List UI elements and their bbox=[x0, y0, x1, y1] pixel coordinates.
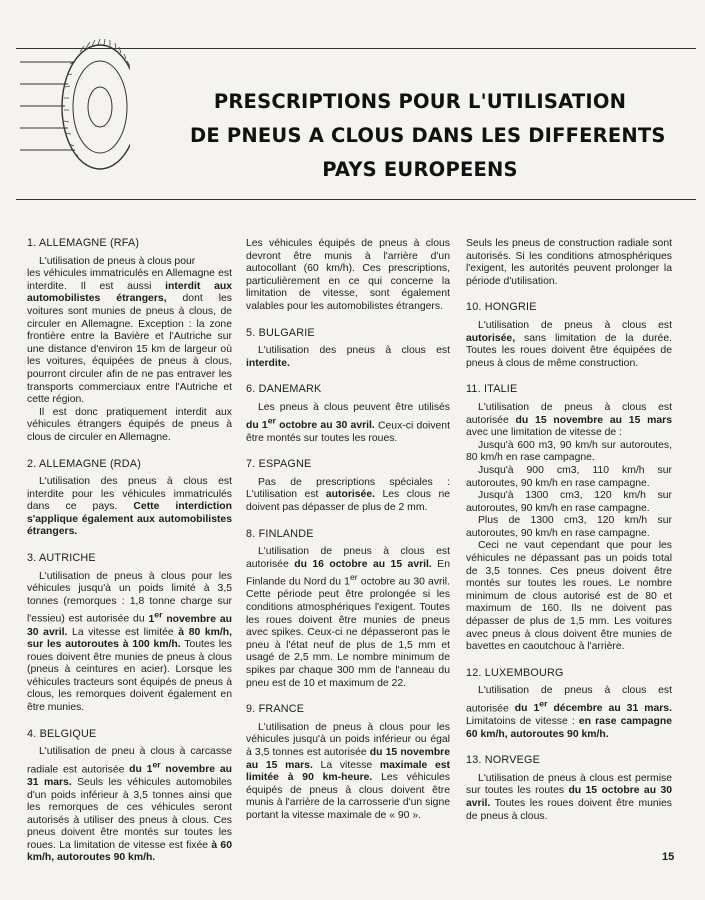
section-heading: 4. BELGIQUE bbox=[27, 727, 97, 740]
article-section bbox=[27, 458, 232, 540]
article-section bbox=[246, 458, 450, 514]
section-body: L'utilisation de pneus à clous est autorisée du 15 novembre au 15 mars avec une limitation de vitesse de : Jusqu'à 600 m3, 90 km/h sur autoroutes, 80 km/h en rase campagne. Jusqu'à 900 cm3, 110 km/h sur autoroutes, 90 km/h en rase campagne. Jusqu'à 1300 cm3, 120 km/h sur autoroutes, 90 km/h en rase campagne. Plus de 1300 cm3, 120 km/h sur autoroutes, 90 km/h en rase campagne. Ceci ne vaut cependant que pour les véhicules ne dépassant pas un poids total de 3,5 tonnes. Ces pneus doivent être montés sur toutes les roues. Le nombre minimum de clous autorisé est de 80 et maximum de 160. Ils ne doivent pas dépasser de plus de 1,5 mm. Les voitures avec pneus à clous doivent être munies de bavettes en caoutchouc à l'arrière. bbox=[466, 401, 672, 653]
section-body: L'utilisation de pneus à clous est permise sur toutes les routes du 15 octobre au 30 avril. Toutes les roues doivent être munies de pneus à clous. bbox=[466, 772, 672, 822]
section-heading: 2. ALLEMAGNE (RDA) bbox=[27, 457, 141, 470]
studded-tire-illustration bbox=[20, 22, 130, 172]
section-body: Seuls les pneus de construction radiale sont autorisés. Si les conditions atmosphériques l'exigent, les autorités peuvent prolonger la période d'utilisation. bbox=[466, 238, 672, 287]
article-section bbox=[246, 238, 450, 314]
article-section bbox=[246, 703, 450, 822]
article-section bbox=[27, 728, 232, 865]
section-heading: 6. DANEMARK bbox=[246, 383, 322, 396]
page-number: 15 bbox=[662, 851, 675, 863]
section-heading: 1. ALLEMAGNE (RFA) bbox=[27, 237, 140, 249]
section-heading: 12. LUXEMBOURG bbox=[466, 666, 564, 679]
section-body: L'utilisation des pneus à clous est interdite. bbox=[246, 345, 450, 369]
section-heading: 10. HONGRIE bbox=[466, 301, 537, 314]
page-title bbox=[190, 85, 666, 187]
section-body: L'utilisation de pneus à clous pour les véhicules immatriculés en Allemagne est interdite. Il est aussi interdit aux automobilistes étrangers, dont les voitures sont munies de pneus à clous, de circuler en Allemagne. Exception : la zone frontière entre la Bavière et l'Autriche sur une distance d'environ 15 km de largeur où les voitures, équipées de pneus à clous, pourront circuler afin de ne pas entraver les transports commerciaux entre l'Autriche et cette région. Il est donc pratiquement interdit aux véhicules étrangers équipés de pneus à clous de circuler en Allemagne. bbox=[27, 255, 232, 443]
column-2 bbox=[246, 238, 450, 836]
section-body: Les pneus à clous peuvent être utilisés du 1er octobre au 30 avril. Ceux-ci doivent être montés sur toutes les roues. bbox=[246, 401, 450, 444]
article-section bbox=[27, 552, 232, 715]
article-section bbox=[246, 327, 450, 371]
article-section bbox=[466, 238, 672, 288]
section-body: L'utilisation de pneus à clous est autorisée, sans limitation de la durée. Toutes les roues doivent être équipées de pneus à clous de même construction. bbox=[466, 319, 672, 369]
title-line-1: PRESCRIPTIONS POUR L'UTILISATION bbox=[213, 90, 627, 113]
article-section bbox=[27, 237, 232, 445]
section-heading: 11. ITALIE bbox=[466, 383, 518, 396]
section-body: L'utilisation de pneus à clous pour les véhicules jusqu'à un poids limité à 3,5 tonnes (remorques : 1,8 tonne charge sur l'essieu) est autorisée du 1er novembre au 30 avril. La vitesse est limitée à 80 km/h, sur les autoroutes à 100 km/h. Toutes les roues doivent être munies de pneus à clous (pneus à ceintures en acier). Lorsque les véhicules tracteurs sont équipés de pneus à clous, les remorques doivent également en être munies. bbox=[27, 570, 233, 714]
article-section bbox=[466, 383, 672, 653]
section-body: L'utilisation de pneus à clous pour les véhicules jusqu'à un poids inférieur ou égal à 3,5 tonnes est autorisée du 15 novembre au 15 mars. La vitesse maximale est limitée à 90 km-heure. Les véhicules équipés de pneus à clous doivent être munis à l'arrière de la carrosserie d'un signe portant la vitesse maximale de « 90 ». bbox=[246, 721, 450, 821]
section-heading: 9. FRANCE bbox=[246, 703, 305, 716]
section-heading: 3. AUTRICHE bbox=[27, 552, 96, 565]
section-body: L'utilisation des pneus à clous est interdite pour les véhicules immatriculés dans ce pays. Cette interdiction s'applique également aux automobilistes étrangers. bbox=[27, 476, 232, 538]
section-heading: 7. ESPAGNE bbox=[246, 458, 312, 471]
section-heading: 8. FINLANDE bbox=[246, 527, 314, 540]
column-3 bbox=[466, 238, 672, 836]
article-section bbox=[246, 383, 450, 445]
article-section bbox=[466, 754, 672, 823]
section-body: Les véhicules équipés de pneus à clous devront être munis à l'arrière d'un autocollant (60 km/h). Ces prescriptions, particulièrement en ce qui concerne la limitation de vitesse, sont également valables pour les automobilistes étrangers. bbox=[246, 238, 450, 312]
title-line-2: DE PNEUS A CLOUS DANS LES DIFFERENTS bbox=[190, 124, 666, 147]
section-heading: 5. BULGARIE bbox=[246, 326, 315, 339]
section-body: L'utilisation de pneus à clous est autorisée du 16 octobre au 15 avril. En Finlande du Nord du 1er octobre au 30 avril. Cette période peut être prolongée si les conditions atmosphériques l'exigent. Toutes les roues doivent être munies de pneus avec spikes. Ceux-ci ne dépasseront pas le pneu à l'état neuf de plus de 1,5 mm et usagé de 2,5 mm. Le nombre minimum de spikes par chaque 300 mm de l'anneau du pneu est de 10 et maximum de 22. bbox=[246, 546, 451, 689]
section-body: L'utilisation de pneu à clous à carcasse radiale est autorisée du 1er novembre au 31 mars. Seuls les véhicules automobiles d'un poids inférieur à 3,5 tonnes ainsi que les remorques de ces véhicules seront autorisés à utiliser des pneus à clous. Ces pneus doivent être montés sur toutes les roues. La limitation de vitesse est fixée à 60 km/h, autoroutes 90 km/h. bbox=[27, 746, 232, 864]
article-section bbox=[246, 528, 450, 691]
column-1 bbox=[27, 237, 232, 878]
section-body: Pas de prescriptions spéciales : L'utilisation est autorisée. Les clous ne doivent pas dépasser de plus de 2 mm. bbox=[246, 476, 450, 513]
title-line-3: PAYS EUROPEENS bbox=[322, 158, 518, 181]
section-heading: 13. NORVEGE bbox=[466, 754, 541, 767]
article-section bbox=[466, 301, 672, 370]
section-body: L'utilisation de pneus à clous est autorisée du 1er décembre au 31 mars. Limitatoins de vitesse : en rase campagne 60 km/h, autoroutes 90 km/h. bbox=[466, 685, 672, 740]
article-section bbox=[466, 667, 672, 741]
